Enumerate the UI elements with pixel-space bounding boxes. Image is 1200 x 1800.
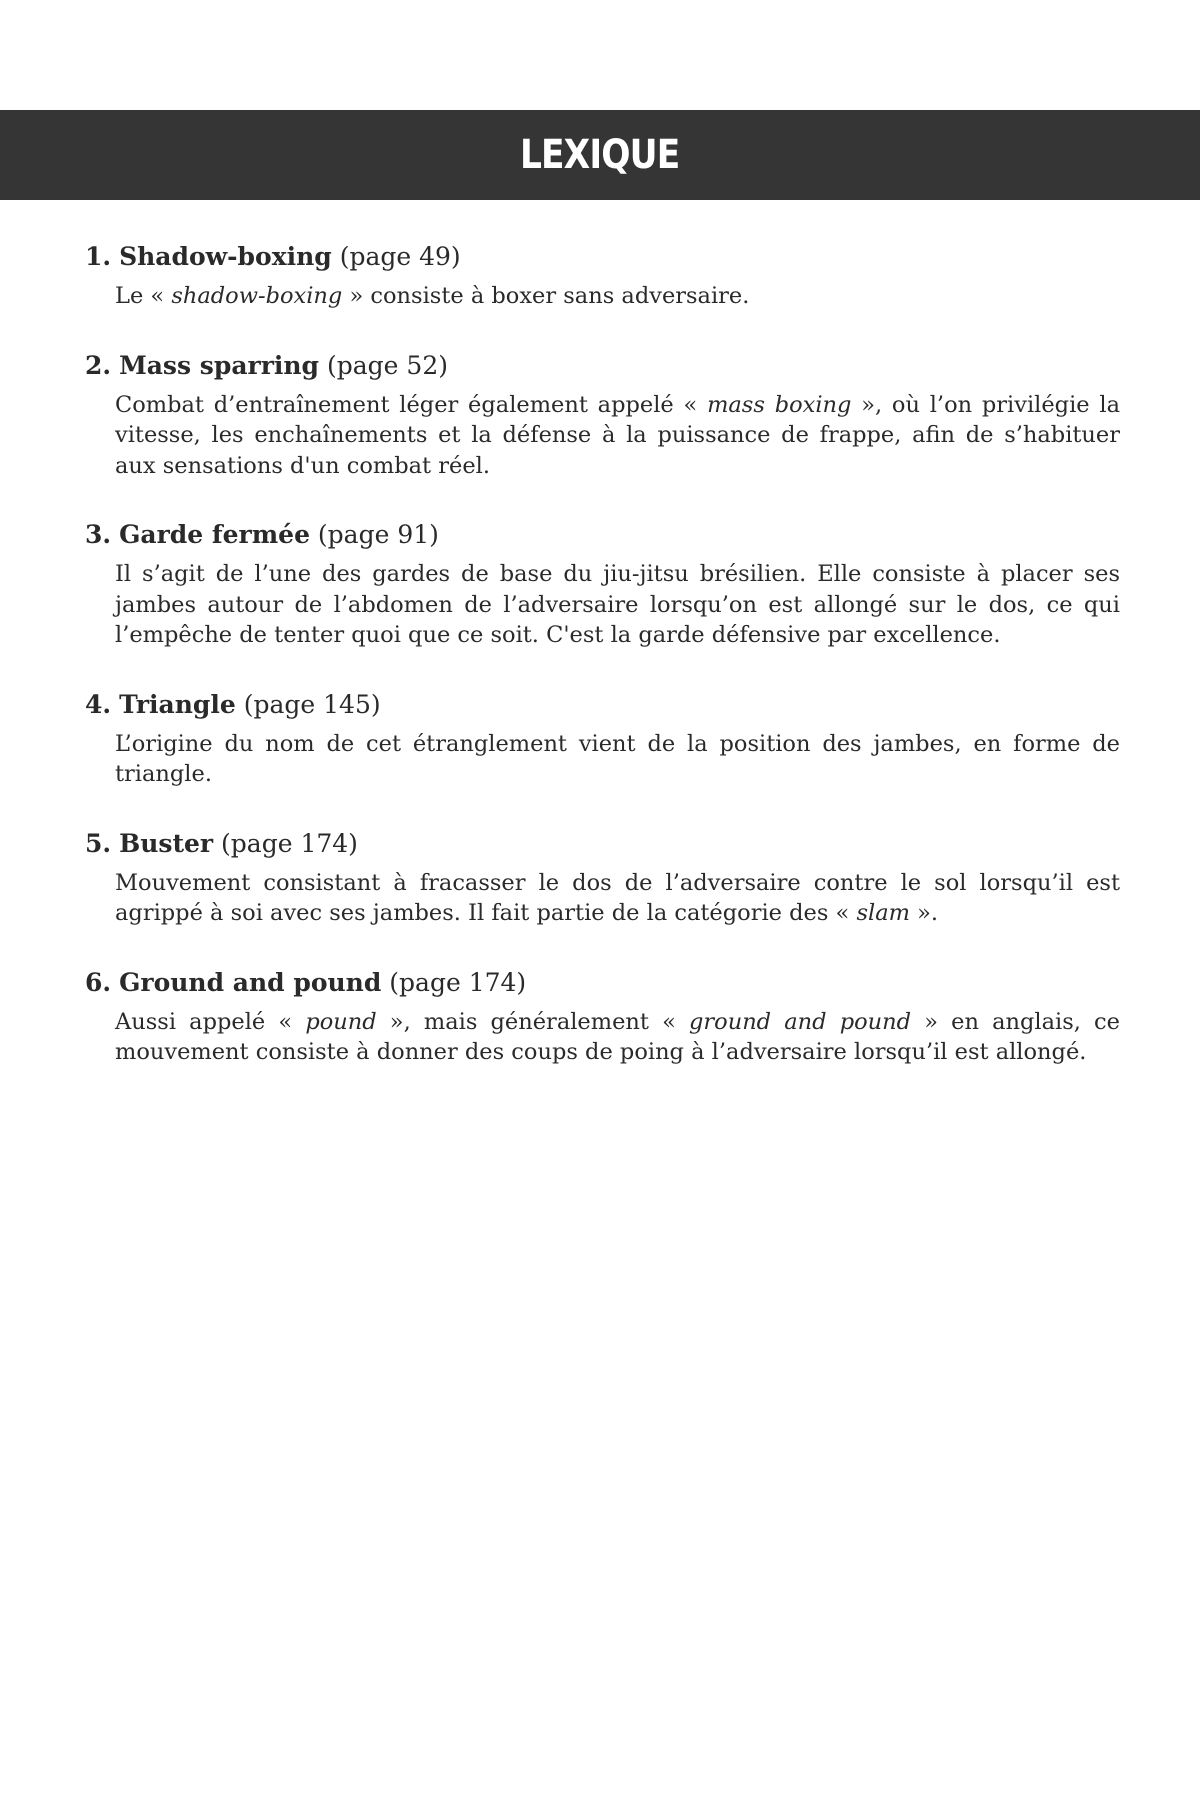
entry-number: 6.	[85, 967, 112, 997]
entry-heading	[85, 688, 1120, 722]
definition-italic-text: slam	[856, 900, 910, 926]
entry-page-reference: (page 52)	[327, 350, 448, 380]
entry-number: 4.	[85, 689, 112, 719]
entry-page-reference: (page 91)	[317, 520, 439, 549]
entry-page-reference: (page 174)	[389, 967, 527, 997]
entry-page-reference: (page 49)	[339, 242, 461, 271]
entry-term: Shadow-boxing	[119, 242, 332, 271]
definition-italic-text: shadow-boxing	[171, 283, 343, 309]
lexicon-entry	[85, 349, 1120, 482]
entry-definition	[115, 729, 1120, 790]
definition-text: Mouvement consistant à fracasser le dos de l’adversaire contre le sol lorsqu’il est agrippé à soi avec ses jambes. Il fait partie de la catégorie des «	[115, 869, 1120, 926]
entry-term: Garde fermée	[119, 520, 310, 549]
entry-number: 2.	[85, 350, 112, 380]
lexicon-entry	[85, 688, 1120, 790]
definition-text: Aussi appelé «	[115, 1008, 306, 1035]
lexicon-entry	[85, 966, 1120, 1068]
entry-definition	[115, 390, 1120, 482]
lexicon-list	[85, 240, 1120, 1105]
entry-number: 5.	[85, 828, 112, 858]
definition-italic-text: ground and pound	[689, 1008, 912, 1035]
entry-definition	[115, 1007, 1120, 1068]
definition-text: » en anglais, ce mouvement consiste à donner des coups de poing à l’adversaire lorsqu’il est allongé.	[115, 1008, 1120, 1065]
definition-text: L’origine du nom de cet étranglement vient de la position des jambes, en forme de triangle.	[115, 730, 1120, 787]
entry-page-reference: (page 145)	[243, 689, 381, 719]
title-bar	[0, 110, 1200, 200]
entry-heading	[85, 349, 1120, 383]
entry-term: Buster	[119, 828, 214, 858]
entry-term: Ground and pound	[119, 967, 382, 997]
entry-heading	[85, 966, 1120, 1000]
entry-definition	[115, 868, 1120, 929]
definition-text: », mais généralement «	[376, 1008, 689, 1035]
definition-text: Le «	[115, 283, 172, 309]
entry-number: 3.	[85, 520, 112, 549]
definition-italic-text: mass boxing	[707, 391, 852, 418]
entry-definition	[115, 281, 1120, 312]
definition-text: Il s’agit de l’une des gardes de base du jiu-jitsu brésilien. Elle consiste à placer ses jambes autour de l’abdomen de l’adversaire lorsqu’on est allongé sur le dos, ce qui l’empêche de tenter quoi que ce soit. C'est la garde défensive par excellence.	[115, 561, 1120, 648]
entry-number: 1.	[85, 242, 112, 271]
definition-text: Combat d’entraînement léger également appelé «	[115, 391, 708, 418]
entry-definition	[115, 559, 1120, 651]
entry-heading	[85, 240, 1120, 274]
entry-heading	[85, 518, 1120, 552]
entry-heading	[85, 827, 1120, 861]
definition-italic-text: pound	[305, 1008, 377, 1035]
page-title: LEXIQUE	[520, 132, 680, 178]
definition-text: ».	[909, 900, 939, 926]
lexicon-entry	[85, 240, 1120, 312]
definition-text: » consiste à boxer sans adversaire.	[342, 283, 750, 309]
lexicon-entry	[85, 827, 1120, 929]
definition-text: », où l’on privilégie la vitesse, les enchaînements et la défense à la puissance de frappe, afin de s’habituer aux sensations d'un combat réel.	[115, 391, 1120, 479]
entry-term: Mass sparring	[119, 350, 320, 380]
entry-page-reference: (page 174)	[221, 828, 358, 858]
entry-term: Triangle	[119, 689, 236, 719]
lexicon-entry	[85, 518, 1120, 651]
